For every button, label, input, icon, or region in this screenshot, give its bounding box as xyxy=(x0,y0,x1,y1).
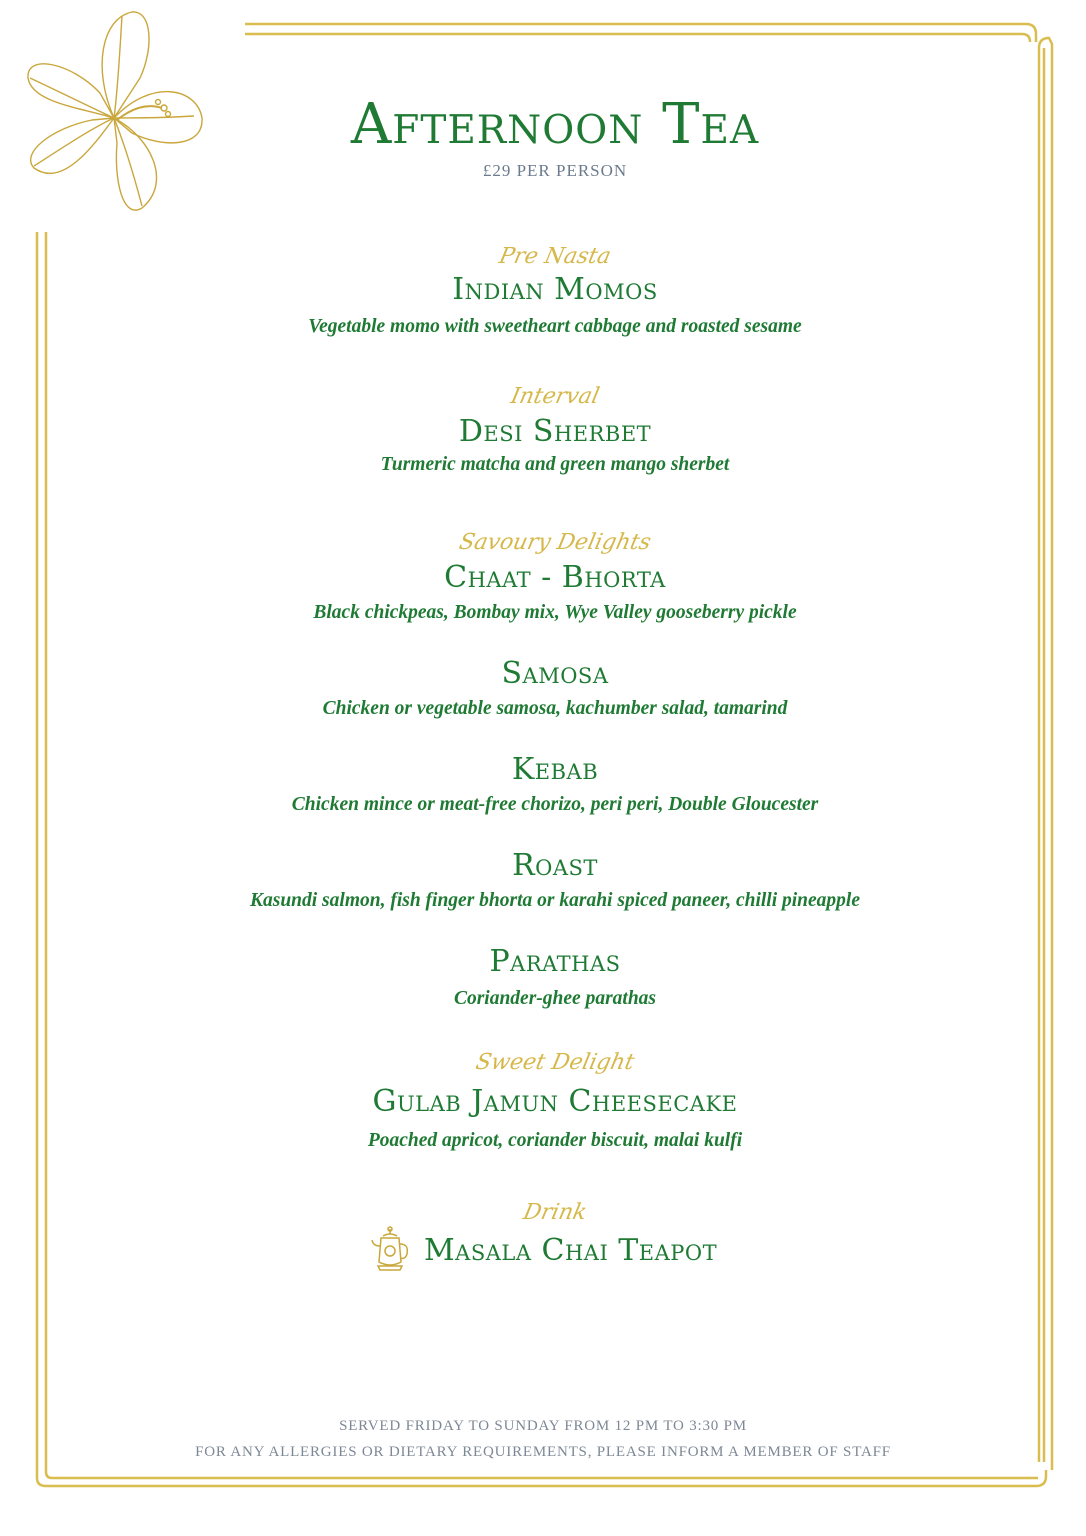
drink-row xyxy=(0,1226,1086,1274)
item-name-masala-chai-teapot: Masala Chai Teapot xyxy=(423,1232,718,1268)
price-per-person: £29 PER PERSON xyxy=(482,161,628,180)
item-desc-chaat-bhorta: Black chickpeas, Bombay mix, Wye Valley gooseberry pickle xyxy=(313,602,797,623)
item-name-chaat-bhorta: Chaat - Bhorta xyxy=(444,560,666,595)
item-desc-roast: Kasundi salmon, fish finger bhorta or karahi spiced paneer, chilli pineapple xyxy=(249,890,860,911)
item-name-indian-momos: Indian Momos xyxy=(452,272,658,307)
item-desc-parathas: Coriander-ghee parathas xyxy=(453,988,657,1009)
section-heading-interval: Interval xyxy=(508,384,602,409)
item-name-kebab: Kebab xyxy=(511,752,599,787)
item-desc-desi-sherbet: Turmeric matcha and green mango sherbet xyxy=(380,454,730,475)
teapot-icon xyxy=(369,1226,411,1274)
item-desc-gulab-jamun-cheesecake: Poached apricot, coriander biscuit, malai kulfi xyxy=(367,1130,743,1151)
section-heading-pre-nasta: Pre Nasta xyxy=(496,244,614,269)
allergy-notice: FOR ANY ALLERGIES OR DIETARY REQUIREMENTS, PLEASE INFORM A MEMBER OF STAFF xyxy=(195,1444,891,1460)
item-name-roast: Roast xyxy=(512,848,598,883)
item-desc-samosa: Chicken or vegetable samosa, kachumber salad, tamarind xyxy=(322,698,788,719)
item-name-samosa: Samosa xyxy=(501,656,609,691)
item-name-desi-sherbet: Desi Sherbet xyxy=(458,414,652,449)
section-heading-savoury: Savoury Delights xyxy=(456,530,654,555)
section-heading-drink: Drink xyxy=(520,1200,590,1225)
menu-title: Afternoon Tea xyxy=(350,92,760,157)
section-heading-sweet: Sweet Delight xyxy=(473,1050,637,1075)
item-desc-indian-momos: Vegetable momo with sweetheart cabbage and roasted sesame xyxy=(308,316,802,337)
item-desc-kebab: Chicken mince or meat-free chorizo, peri peri, Double Gloucester xyxy=(291,794,819,815)
item-name-parathas: Parathas xyxy=(489,944,621,979)
item-name-gulab-jamun-cheesecake: Gulab Jamun Cheesecake xyxy=(372,1084,738,1119)
serving-hours: SERVED FRIDAY TO SUNDAY FROM 12 PM TO 3:30 PM xyxy=(339,1418,747,1434)
